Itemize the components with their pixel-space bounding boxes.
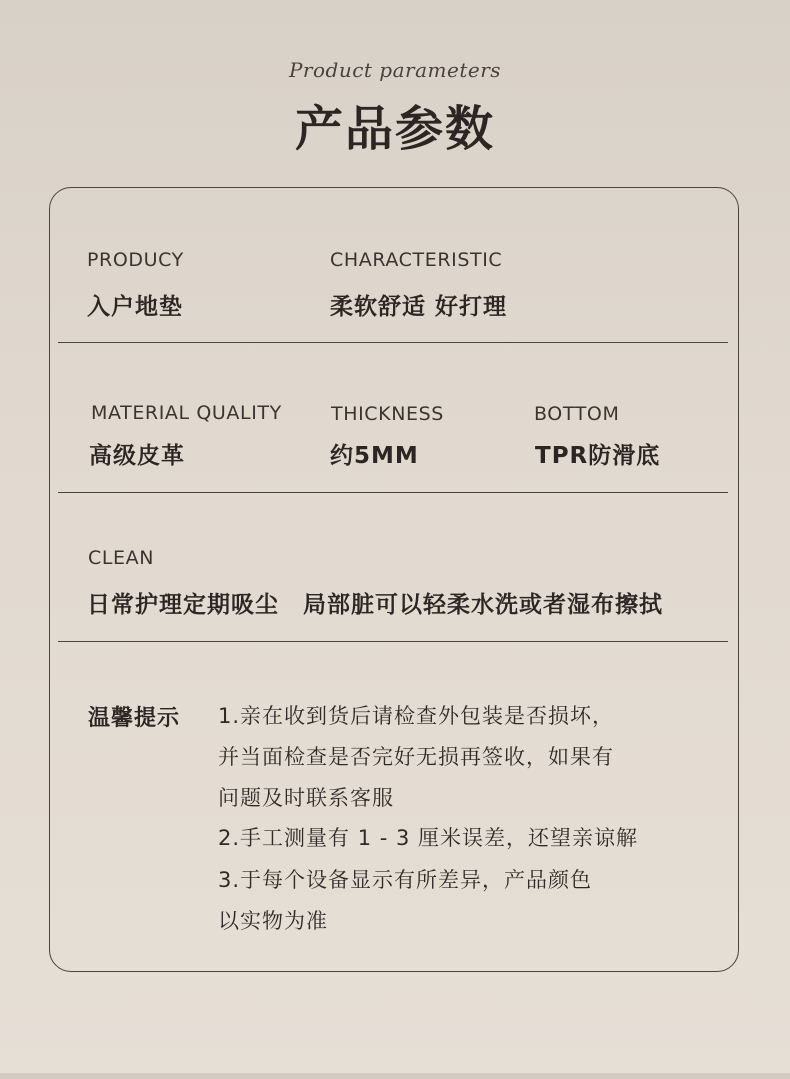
row-divider — [58, 492, 728, 493]
material-value: 高级皮革 — [89, 443, 185, 469]
tip-line: 问题及时联系客服 — [218, 786, 394, 810]
tip-line: 2.手工测量有 1 - 3 厘米误差，还望亲谅解 — [218, 826, 639, 850]
row-divider — [58, 342, 728, 343]
thickness-value: 约5MM — [330, 443, 419, 469]
characteristic-label: CHARACTERISTIC — [330, 249, 503, 271]
bottom-value: TPR防滑底 — [535, 443, 661, 469]
product-value: 入户地垫 — [87, 294, 183, 320]
section-title: 产品参数 — [294, 101, 495, 157]
tip-line: 1.亲在收到货后请检查外包装是否损坏， — [218, 704, 615, 728]
row-divider — [58, 641, 728, 642]
clean-value: 日常护理定期吸尘 局部脏可以轻柔水洗或者湿布擦拭 — [87, 592, 663, 618]
characteristic-value: 柔软舒适 好打理 — [330, 294, 508, 320]
material-label: MATERIAL QUALITY — [91, 402, 282, 424]
tip-line: 并当面检查是否完好无损再签收，如果有 — [218, 745, 614, 769]
thickness-label: THICKNESS — [331, 403, 444, 425]
bottom-band — [0, 1073, 790, 1079]
section-subtitle: Product parameters — [288, 58, 502, 82]
product-label: PRODUCY — [87, 249, 184, 271]
tips-heading: 温馨提示 — [88, 706, 181, 731]
bottom-label: BOTTOM — [534, 403, 620, 425]
tip-line: 以实物为准 — [218, 909, 328, 933]
clean-label: CLEAN — [88, 547, 155, 569]
tip-line: 3.于每个设备显示有所差异，产品颜色 — [218, 868, 593, 892]
